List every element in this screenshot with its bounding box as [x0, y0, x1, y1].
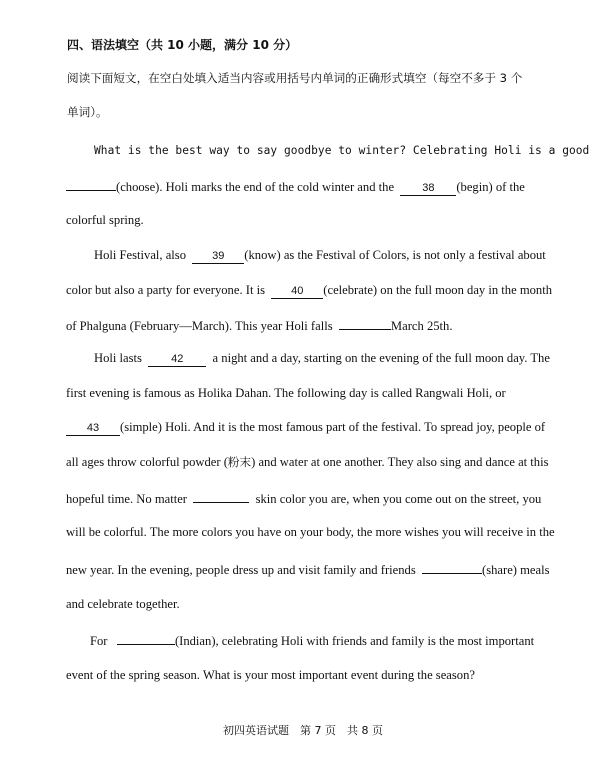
passage-line — [94, 350, 550, 367]
passage-text: of Phalguna (February—March). This year Holi falls — [66, 319, 333, 333]
passage-text: (celebrate) on the full moon day in the month — [323, 283, 553, 297]
instruction-line-1: 阅读下面短文，在空白处填入适当内容或用括号内单词的正确形式填空（每空不多于 3 个 — [67, 71, 523, 85]
passage-line — [66, 282, 552, 299]
passage-text: new year. In the evening, people dress up and visit family and friends — [66, 563, 416, 577]
passage-text-cjk: 粉末 — [227, 455, 252, 469]
passage-line — [94, 247, 546, 264]
passage-line: event of the spring season. What is your most important event during the season? — [66, 668, 475, 682]
passage-line — [90, 631, 534, 649]
answer-blank-38[interactable]: 38 — [400, 182, 456, 196]
answer-blank-46[interactable] — [117, 631, 175, 645]
page-footer: 初四英语试题 第 7 页 共 8 页 — [223, 724, 383, 737]
answer-blank-43[interactable]: 43 — [66, 422, 120, 436]
passage-line: What is the best way to say goodbye to winter? Celebrating Holi is a good — [94, 144, 590, 157]
passage-text: all ages throw colorful powder ( — [66, 455, 228, 469]
passage-text: Holi lasts — [94, 351, 142, 365]
passage-text: March 25th. — [390, 319, 453, 333]
passage-text: (choose). Holi marks the end of the cold winter and the — [116, 180, 395, 194]
passage-line: first evening is famous as Holika Dahan. The following day is called Rangwali Holi, or — [66, 386, 506, 400]
passage-text: (know) as the Festival of Colors, is not only a festival about — [244, 248, 546, 262]
answer-blank-41[interactable] — [339, 316, 391, 330]
passage-text: (share) meals — [482, 563, 550, 577]
passage-line — [66, 316, 452, 334]
passage-text: ) and water at one another. They also sing and dance at this — [251, 455, 549, 469]
passage-text: (Indian), celebrating Holi with friends and family is the most important — [174, 634, 535, 648]
passage-line — [66, 177, 525, 196]
answer-blank-45[interactable] — [422, 560, 482, 574]
passage-line — [66, 419, 545, 436]
instruction-line-2: 单词）。 — [67, 105, 108, 119]
passage-text: hopeful time. No matter — [66, 492, 188, 506]
answer-blank-40[interactable]: 40 — [271, 285, 323, 299]
passage-line — [66, 489, 541, 507]
answer-blank-42[interactable]: 42 — [148, 353, 206, 367]
passage-line: and celebrate together. — [66, 597, 180, 611]
passage-line — [66, 560, 550, 578]
passage-line: colorful spring. — [66, 213, 144, 227]
passage-text: color but also a party for everyone. It is — [66, 283, 265, 297]
passage-text: (begin) of the — [456, 180, 525, 194]
passage-line: will be colorful. The more colors you have on your body, the more wishes you will receive in the — [66, 525, 555, 539]
passage-text: For — [90, 634, 108, 648]
answer-blank-37[interactable] — [66, 177, 116, 191]
passage-line — [66, 454, 549, 470]
section-heading: 四、语法填空（共 10 小题，满分 10 分） — [67, 38, 298, 52]
passage-text: skin color you are, when you come out on the street, you — [255, 492, 542, 506]
answer-blank-44[interactable] — [193, 489, 249, 503]
passage-text: a night and a day, starting on the evening of the full moon day. The — [212, 351, 550, 365]
answer-blank-39[interactable]: 39 — [192, 250, 244, 264]
passage-text: (simple) Holi. And it is the most famous part of the festival. To spread joy, people of — [120, 420, 546, 434]
passage-text: Holi Festival, also — [94, 248, 186, 262]
